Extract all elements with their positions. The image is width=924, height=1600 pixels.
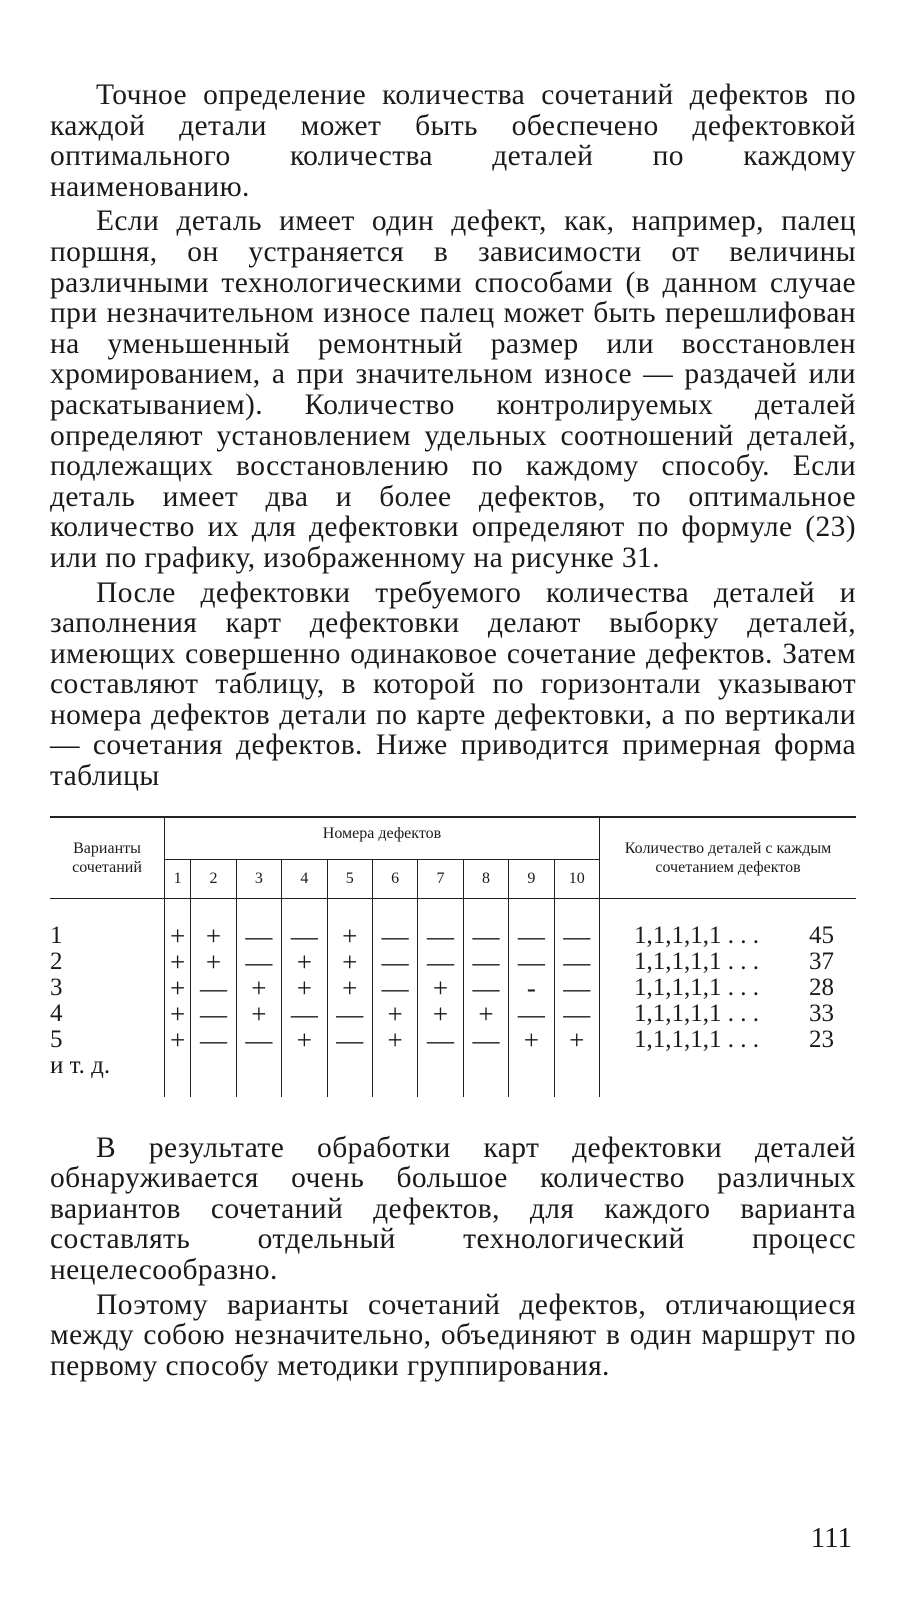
empty-cell xyxy=(509,1053,554,1097)
empty-cell xyxy=(327,1053,372,1097)
defect-column-header: 8 xyxy=(463,859,508,898)
page-number: 111 xyxy=(810,1522,852,1554)
empty-cell xyxy=(600,1053,857,1097)
count-total: 45 xyxy=(809,921,834,949)
defect-mark: + xyxy=(509,1027,554,1053)
table-row xyxy=(50,975,856,1001)
defect-mark: — xyxy=(463,1027,508,1053)
defect-mark: + xyxy=(236,1001,281,1027)
paragraph-3: После дефектовки требуемого количества деталей и заполнения карт дефектовки делают выборку деталей, имеющих совершенно одинаковое сочетание дефектов. Затем составляют таблицу, в которой по горизонтали указывают номера дефектов детали по карте дефектовки, а по вертикали — сочетания дефектов. Ниже приводится примерная форма таблицы xyxy=(50,576,856,793)
paragraph-1: Точное определение количества сочетаний дефектов по каждой детали может быть обеспечено дефектовкой оптимального количества деталей по каждому наименованию. xyxy=(50,79,856,203)
defect-column-header: 2 xyxy=(191,859,236,898)
defect-mark: + xyxy=(372,1027,417,1053)
defect-column-header: 9 xyxy=(509,859,554,898)
defect-mark: — xyxy=(509,1001,554,1027)
defect-mark: + xyxy=(282,975,327,1001)
defect-column-header: 4 xyxy=(282,859,327,898)
header-defect-numbers: Номера дефектов xyxy=(165,817,600,860)
paragraph-2: Если деталь имеет один дефект, как, например, палец поршня, он устраняется в зависимости от величины различными технологическими способами (в данном случае при незначительном износе палец может быть перешлифован на уменьшенный ремонтный размер или восстановлен хромированием, а при значительном износе — раздачей или раскатыванием). Количество контролируемых деталей определяют установлением удельных соотношений деталей, подлежащих восстановлению по каждому способу. Если деталь имеет два и более дефектов, то оптимальное количество их для дефектовки определяют по формуле (23) или по графику, изображенному на рисунке 31. xyxy=(50,205,856,574)
defect-column-header: 3 xyxy=(236,859,281,898)
count-cell xyxy=(600,1001,857,1027)
defect-mark: + xyxy=(170,1024,186,1055)
defect-column-header: 5 xyxy=(327,859,372,898)
empty-cell xyxy=(554,1053,599,1097)
defect-mark: + xyxy=(236,975,281,1001)
variant-number: 5 xyxy=(50,1027,165,1053)
defect-mark: — xyxy=(509,923,554,949)
defect-mark: — xyxy=(327,1001,372,1027)
empty-cell xyxy=(282,1053,327,1097)
empty-cell xyxy=(165,1053,191,1097)
defect-mark: + xyxy=(418,975,463,1001)
defect-mark: — xyxy=(509,949,554,975)
count-pattern: 1,1,1,1,1 . . . xyxy=(634,999,759,1027)
defect-mark: — xyxy=(236,949,281,975)
count-total: 23 xyxy=(809,1025,834,1053)
variant-number: 4 xyxy=(50,1001,165,1027)
defect-mark: + xyxy=(463,1001,508,1027)
defect-mark: — xyxy=(554,975,599,1001)
defect-mark: + xyxy=(418,1001,463,1027)
paragraph-5: Поэтому варианты сочетаний дефектов, отличающиеся между собою незначительно, объединяют в один маршрут по первому способу методики группирования. xyxy=(50,1288,856,1382)
defect-mark: - xyxy=(509,975,554,1001)
defect-mark: — xyxy=(463,975,508,1001)
count-total: 37 xyxy=(809,947,834,975)
defect-mark: — xyxy=(327,1027,372,1053)
defect-mark: + xyxy=(282,949,327,975)
defect-mark: — xyxy=(372,975,417,1001)
defect-mark: — xyxy=(282,923,327,949)
defect-mark: — xyxy=(191,1001,236,1027)
defect-mark: — xyxy=(282,1001,327,1027)
count-cell xyxy=(600,975,857,1001)
defect-mark: — xyxy=(463,949,508,975)
defect-mark: — xyxy=(418,1027,463,1053)
defect-mark: — xyxy=(372,949,417,975)
count-pattern: 1,1,1,1,1 . . . xyxy=(634,1025,759,1053)
empty-cell xyxy=(191,1053,236,1097)
table-row xyxy=(50,1027,856,1053)
defect-mark: + xyxy=(372,1001,417,1027)
count-pattern: 1,1,1,1,1 . . . xyxy=(634,947,759,975)
defect-column-header: 10 xyxy=(554,859,599,898)
defect-column-header: 7 xyxy=(418,859,463,898)
header-count: Количество деталей с каждым сочетанием дефектов xyxy=(600,817,857,899)
defect-mark: + xyxy=(554,1027,599,1053)
count-cell xyxy=(600,1027,857,1053)
defect-mark: — xyxy=(191,975,236,1001)
count-total: 33 xyxy=(809,999,834,1027)
defect-mark: + xyxy=(191,949,236,975)
defect-mark: — xyxy=(554,923,599,949)
defect-mark: + xyxy=(191,923,236,949)
header-variants: Варианты сочетаний xyxy=(50,817,165,899)
count-cell xyxy=(600,923,857,949)
defect-mark: — xyxy=(463,923,508,949)
defect-mark: + xyxy=(327,975,372,1001)
defect-mark: + xyxy=(170,946,186,977)
table-divider-row xyxy=(50,898,856,923)
defect-mark: — xyxy=(236,1027,281,1053)
defect-mark: — xyxy=(191,1027,236,1053)
count-pattern: 1,1,1,1,1 . . . xyxy=(634,973,759,1001)
empty-cell xyxy=(236,1053,281,1097)
defect-mark: + xyxy=(327,949,372,975)
page-content xyxy=(50,80,856,1381)
tail-label: и т. д. xyxy=(50,1053,165,1097)
table-row xyxy=(50,949,856,975)
count-cell xyxy=(600,949,857,975)
variant-number: 1 xyxy=(50,923,165,949)
paragraph-4: В результате обработки карт дефектовки деталей обнаруживается очень большое количество различных вариантов сочетаний дефектов, для каждого варианта составлять отдельный технологический процесс нецелесообразно. xyxy=(50,1131,856,1287)
table-row xyxy=(50,923,856,949)
defect-mark: + xyxy=(170,972,186,1003)
variant-number: 3 xyxy=(50,975,165,1001)
variant-number: 2 xyxy=(50,949,165,975)
count-total: 28 xyxy=(809,973,834,1001)
defect-column-header: 6 xyxy=(372,859,417,898)
empty-cell xyxy=(418,1053,463,1097)
defect-mark: — xyxy=(418,949,463,975)
defect-mark: — xyxy=(418,923,463,949)
defect-column-header: 1 xyxy=(173,870,182,888)
empty-cell xyxy=(463,1053,508,1097)
table-tail-row xyxy=(50,1053,856,1097)
defect-mark: — xyxy=(554,949,599,975)
defect-mark: — xyxy=(372,923,417,949)
defect-mark: + xyxy=(170,998,186,1029)
table-row xyxy=(50,1001,856,1027)
defect-mark: + xyxy=(327,923,372,949)
defect-combinations-table xyxy=(50,816,856,1097)
defect-mark: + xyxy=(170,920,186,951)
empty-cell xyxy=(372,1053,417,1097)
defect-mark: + xyxy=(282,1027,327,1053)
defect-mark: — xyxy=(554,1001,599,1027)
defect-mark: — xyxy=(236,923,281,949)
count-pattern: 1,1,1,1,1 . . . xyxy=(634,921,759,949)
